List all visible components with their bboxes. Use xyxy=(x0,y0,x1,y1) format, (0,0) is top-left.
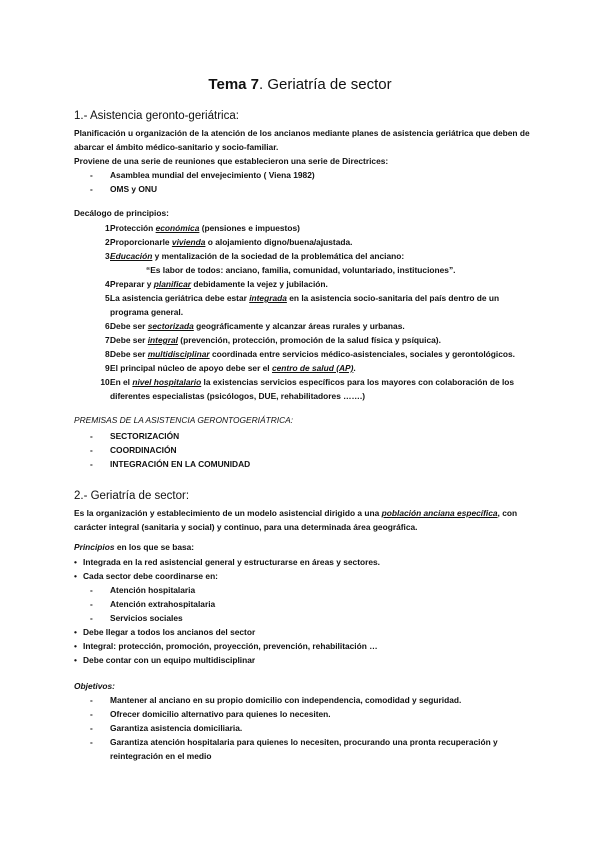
decalogo-item xyxy=(110,320,522,334)
decalogo-item-keyword: nivel hospitalario xyxy=(132,377,202,387)
bullet-dot: • xyxy=(74,641,77,651)
principio-5: Debe contar con un equipo multidisciplinar xyxy=(83,655,256,665)
decalogo-item-post: geográficamente y alcanzar áreas rurales y urbanas. xyxy=(193,321,405,331)
decalogo-item xyxy=(110,348,522,362)
decalogo-item xyxy=(110,376,522,404)
s1-definition: Planificación u organización de la atención de los ancianos mediante planes de asistencia geriátrica que deben de abarcar el ámbito médico-sanitario y socio-familiar. xyxy=(74,128,530,152)
decalogo-item xyxy=(110,334,522,348)
decalogo-item-pre: Debe ser xyxy=(110,335,148,345)
decalogo-item-post: la existencias servicios específicos para los mayores con colaboración de los diferentes especialistas (psicólogos, DUE, rehabilitadores …….) xyxy=(110,377,515,401)
decalogo-item-keyword: integral xyxy=(147,335,178,345)
objetivo-1: Mantener al anciano en su propio domicilio con independencia, comodidad y seguridad. xyxy=(110,695,462,705)
dash-bullet: - xyxy=(90,184,93,194)
dash-bullet: - xyxy=(90,723,93,733)
objetivo-4: Garantiza atención hospitalaria para quienes lo necesiten, procurando una pronta recuperación y reintegración en el medio xyxy=(110,737,498,761)
dash-bullet: - xyxy=(90,459,93,469)
decalogo-number: 3. xyxy=(105,251,112,261)
title-bold: Tema 7 xyxy=(208,76,260,93)
section-1-heading: 1.- Asistencia geronto-geriátrica: xyxy=(74,110,239,122)
decalogo-item-keyword: planificar xyxy=(153,279,191,289)
section-2-heading: 2.- Geriatría de sector: xyxy=(74,490,190,502)
decalogo-number: 2. xyxy=(105,237,112,247)
bullet-dot: • xyxy=(74,571,77,581)
decalogo-item-keyword: sectorizada xyxy=(147,321,194,331)
decalogo-number: 6. xyxy=(105,321,112,331)
principios-title: Principios xyxy=(74,542,115,552)
sub-3: Servicios sociales xyxy=(110,613,183,623)
decalogo-item-post: y mentalización de la sociedad de la problemática del anciano: xyxy=(152,251,405,261)
decalogo-number: 9. xyxy=(105,363,112,373)
principio-1: Integrada en la red asistencial general y estructurarse en áreas y sectores. xyxy=(83,557,380,567)
objetivo-2: Ofrecer domicilio alternativo para quienes lo necesiten. xyxy=(110,709,331,719)
s2-def-post: , con carácter integral (sanitaria y social) y continuo, para una determinada área geográfica. xyxy=(74,508,518,532)
decalogo-number: 4. xyxy=(105,279,112,289)
decalogo-item-pre: Proporcionarle xyxy=(110,237,172,247)
decalogo-quote: “Es labor de todos: anciano, familia, comunidad, voluntariado, instituciones”. xyxy=(146,265,456,275)
decalogo-item xyxy=(110,236,522,250)
dash-bullet: - xyxy=(90,585,93,595)
decalogo-item-keyword: Educación xyxy=(110,251,153,261)
principios-rest: en los que se basa: xyxy=(114,542,195,552)
sub-2: Atención extrahospitalaria xyxy=(110,599,216,609)
decalogo-item xyxy=(110,278,522,292)
decalogo-item-post: (prevención, protección, promoción de la salud física y psíquica). xyxy=(177,335,441,345)
decalogo-item-pre: En el xyxy=(110,377,133,387)
principio-3: Debe llegar a todos los ancianos del sector xyxy=(83,627,256,637)
sub-1: Atención hospitalaria xyxy=(110,585,196,595)
premisa-1: SECTORIZACIÓN xyxy=(110,431,180,441)
decalogo-item xyxy=(110,292,522,320)
decalogo-item-keyword: multidisciplinar xyxy=(147,349,210,359)
decalogo-item-post: en la asistencia socio-sanitaria del país dentro de un programa general. xyxy=(110,293,500,317)
decalogo-item-post: coordinada entre servicios médico-asistenciales, sociales y gerontológicos. xyxy=(209,349,515,359)
s2-definition xyxy=(74,507,534,535)
dash-bullet: - xyxy=(90,737,93,747)
decalogo-item-post: debidamente la vejez y jubilación. xyxy=(191,279,328,289)
decalogo-number: 10. xyxy=(100,377,112,387)
decalogo-item-post: (pensiones e impuestos) xyxy=(199,223,300,233)
principio-4: Integral: protección, promoción, proyección, prevención, rehabilitación … xyxy=(83,641,378,651)
dash-bullet: - xyxy=(90,695,93,705)
decalogo-number: 7. xyxy=(105,335,112,345)
dash-bullet: - xyxy=(90,613,93,623)
decalogo-title: Decálogo de principios: xyxy=(74,208,169,218)
dash-bullet: - xyxy=(90,170,93,180)
s2-def-underlined: población anciana específica xyxy=(381,508,498,518)
premisa-2: COORDINACIÓN xyxy=(110,445,177,455)
bullet-dot: • xyxy=(74,557,77,567)
bullet-dot: • xyxy=(74,655,77,665)
decalogo-item-keyword: económica xyxy=(155,223,200,233)
dash-bullet: - xyxy=(90,599,93,609)
premisas-title: PREMISAS DE LA ASISTENCIA GERONTOGERIÁTRICA: xyxy=(74,415,294,425)
principios-heading xyxy=(74,541,534,555)
decalogo-item-pre: El principal núcleo de apoyo debe ser el xyxy=(110,363,272,373)
principio-2: Cada sector debe coordinarse en: xyxy=(83,571,218,581)
dash-bullet: - xyxy=(90,709,93,719)
objetivo-3: Garantiza asistencia domiciliaria. xyxy=(110,723,243,733)
decalogo-item-pre: Protección xyxy=(110,223,156,233)
decalogo-item-post: o alojamiento digno/buena/ajustada. xyxy=(205,237,353,247)
decalogo-number: 5. xyxy=(105,293,112,303)
premisa-3: INTEGRACIÓN EN LA COMUNIDAD xyxy=(110,459,251,469)
decalogo-item-keyword: centro de salud (AP) xyxy=(271,363,354,373)
decalogo-item xyxy=(110,222,522,236)
decalogo-number: 1. xyxy=(105,223,112,233)
decalogo-item-pre: Debe ser xyxy=(110,349,148,359)
dash-bullet: - xyxy=(90,431,93,441)
decalogo-item-keyword: vivienda xyxy=(171,237,206,247)
directriz-2: OMS y ONU xyxy=(110,184,157,194)
decalogo-item-pre: Debe ser xyxy=(110,321,148,331)
s2-def-pre: Es la organización y establecimiento de un modelo asistencial dirigido a una xyxy=(74,508,382,518)
decalogo-item-pre: Preparar y xyxy=(110,279,154,289)
decalogo-item-keyword: integrada xyxy=(249,293,287,303)
s1-directrices-intro: Proviene de una serie de reuniones que establecieron una serie de Directrices: xyxy=(74,156,389,166)
directriz-1: Asamblea mundial del envejecimiento ( Viena 1982) xyxy=(110,170,315,180)
decalogo-item xyxy=(110,362,522,376)
decalogo-item-pre: La asistencia geriátrica debe estar xyxy=(110,293,250,303)
page-title xyxy=(0,76,600,93)
bullet-dot: • xyxy=(74,627,77,637)
dash-bullet: - xyxy=(90,445,93,455)
decalogo-item xyxy=(110,250,522,264)
title-rest: . Geriatría de sector xyxy=(259,76,392,93)
objetivos-title: Objetivos: xyxy=(74,681,115,691)
decalogo-number: 8. xyxy=(105,349,112,359)
decalogo-item-post: . xyxy=(353,363,356,373)
